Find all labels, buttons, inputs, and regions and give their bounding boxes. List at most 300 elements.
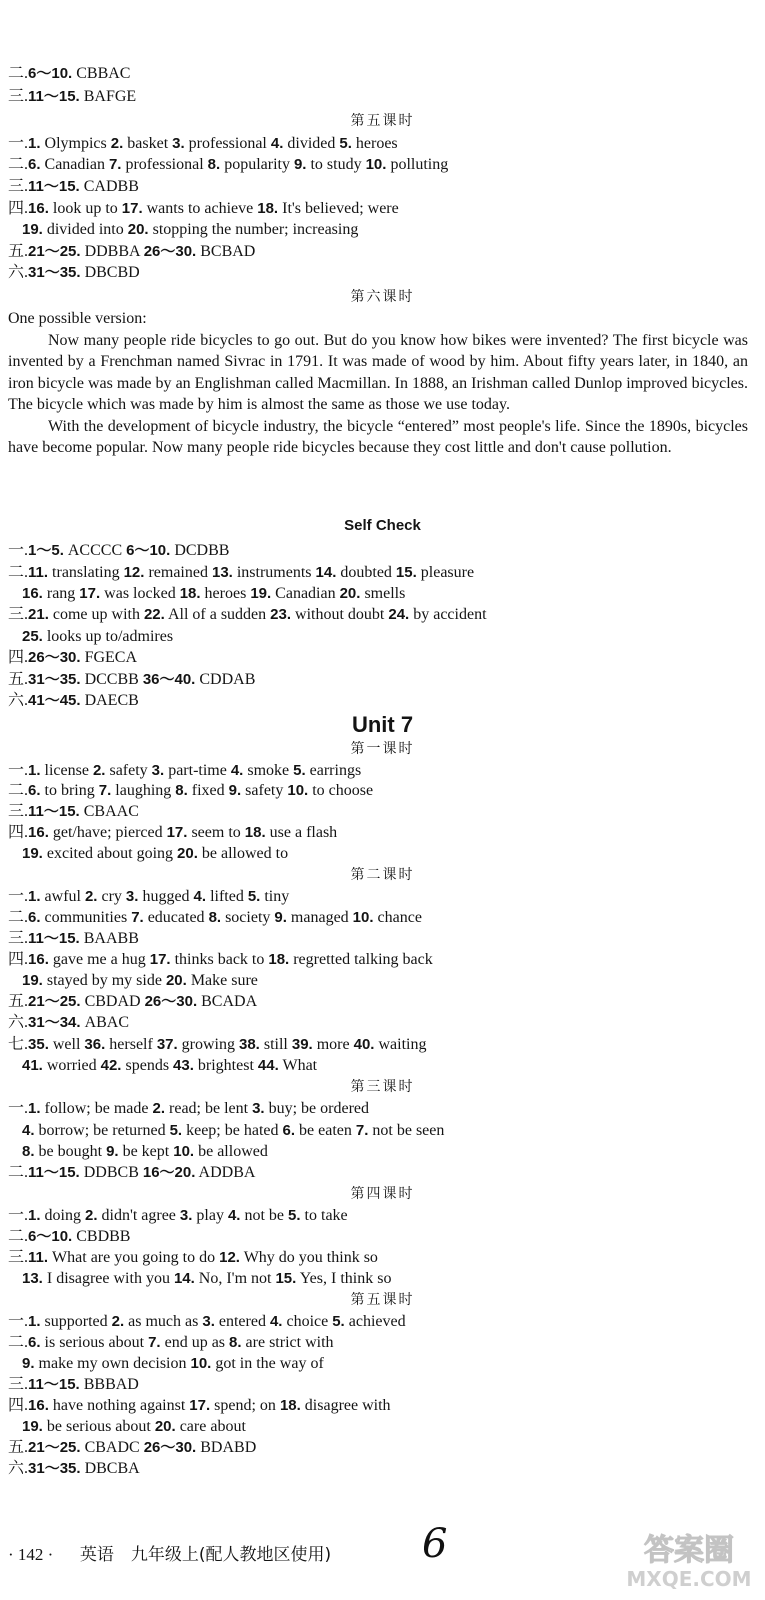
- question-number: 5.: [288, 1207, 301, 1224]
- section-number: 一.: [8, 1313, 29, 1330]
- answer-text: disagree with: [300, 1397, 391, 1414]
- question-number: 11～15.: [28, 1376, 80, 1393]
- answer-line: [8, 1438, 747, 1458]
- answer-line: [8, 1099, 747, 1119]
- answer-text: brightest: [193, 1057, 258, 1074]
- answer-text: Canadian: [271, 585, 340, 602]
- question-number: 11～15.: [28, 930, 80, 947]
- answer-line: [8, 1227, 747, 1247]
- answer-text: growing: [177, 1036, 239, 1053]
- answer-text: instruments: [232, 564, 316, 581]
- answer-text: ADDBA: [195, 1164, 256, 1181]
- section-number: 三.: [8, 88, 29, 105]
- answer-text: wants to achieve: [142, 200, 258, 217]
- lesson-heading: [0, 1078, 765, 1098]
- lesson-heading: [0, 112, 765, 132]
- answer-text: by accident: [409, 606, 487, 623]
- answer-line: [8, 1013, 747, 1033]
- lesson-heading: [0, 866, 765, 886]
- answer-text: CBADC: [80, 1439, 144, 1456]
- answer-text: BAFGE: [79, 88, 137, 105]
- section-number: 四.: [8, 1397, 29, 1414]
- question-number: 26～30.: [143, 1439, 197, 1456]
- answer-text: use a flash: [265, 824, 338, 841]
- question-number: 26～30.: [28, 649, 81, 666]
- answer-text: license: [40, 762, 93, 779]
- answer-text: look up to: [48, 200, 122, 217]
- answer-text: BAABB: [79, 930, 139, 947]
- essay-paragraph-1: Now many people ride bicycles to go out. But do you know how bikes were invented? The first bicycle was invented by a Frenchman named Sivrac in 1791. It was made of wood by him. About fifty years later, in 1840, an iron bicycle was made by an Englishman called Macmillan. In 1888, an Irishman called Dunlop improved bicycles. The bicycle which was made by him is almost the same as those we use today.: [8, 332, 748, 414]
- question-number: 39.: [291, 1036, 313, 1053]
- question-number: 18.: [179, 585, 201, 602]
- answer-text: doing: [40, 1207, 85, 1224]
- answer-text: rang: [42, 585, 80, 602]
- answer-line: [22, 844, 747, 864]
- question-number: 20.: [165, 972, 187, 989]
- answer-text: professional: [184, 135, 271, 152]
- unit-heading: [0, 712, 765, 738]
- answer-text: Canadian: [40, 156, 109, 173]
- answer-text: divided: [283, 135, 340, 152]
- question-number: 31～35.: [28, 671, 81, 688]
- question-number: 36.: [84, 1036, 106, 1053]
- question-number: 6.: [282, 1122, 296, 1139]
- lesson-heading: [0, 1291, 765, 1311]
- answer-text: looks up to/admires: [42, 628, 174, 645]
- answer-text: polluting: [386, 156, 449, 173]
- answer-text: heroes: [351, 135, 398, 152]
- answer-text: Olympics: [40, 135, 111, 152]
- answer-text: 第四课时: [350, 1187, 415, 1202]
- answer-line: [8, 87, 747, 107]
- answer-line: [22, 1121, 747, 1141]
- answer-text: BCADA: [197, 993, 258, 1010]
- question-number: 37.: [156, 1036, 178, 1053]
- watermark-text: 答案圈: [644, 1533, 734, 1568]
- answer-line: [8, 823, 747, 843]
- answer-text: got in the way of: [211, 1355, 324, 1372]
- answer-text: hugged: [138, 888, 194, 905]
- question-number: 10.: [365, 156, 387, 173]
- question-number: 16.: [28, 1397, 49, 1414]
- section-number: 六.: [8, 1014, 29, 1031]
- section-number: 一.: [8, 542, 29, 559]
- answer-text: part-time: [164, 762, 231, 779]
- answer-line: [8, 950, 747, 970]
- answer-text: to take: [300, 1207, 348, 1224]
- answer-text: 第二课时: [350, 868, 415, 883]
- question-number: 8.: [229, 1334, 242, 1351]
- answer-line: [22, 971, 747, 991]
- answer-text: 第六课时: [350, 290, 415, 305]
- book-subject: 英语 九年级上(配人教地区使用): [79, 1545, 332, 1565]
- answer-text: Make sure: [186, 972, 258, 989]
- question-number: 4.: [227, 1207, 241, 1224]
- answer-text: waiting: [374, 1036, 427, 1053]
- question-number: 18.: [257, 200, 279, 217]
- answer-text: regretted talking back: [289, 951, 433, 968]
- answer-text: stopping the number; increasing: [148, 221, 359, 238]
- answer-text: awful: [40, 888, 85, 905]
- question-number: 22.: [143, 606, 165, 623]
- answer-text: seem to: [187, 824, 245, 841]
- section-number: 一.: [8, 1207, 29, 1224]
- answer-text: CADBB: [79, 178, 139, 195]
- answer-text: I disagree with you: [42, 1270, 174, 1287]
- question-number: 20.: [154, 1418, 176, 1435]
- question-number: 6.: [28, 782, 41, 799]
- answer-line: [8, 199, 747, 219]
- answer-text: make my own decision: [34, 1355, 191, 1372]
- answer-line: [8, 1206, 747, 1226]
- question-number: 23.: [270, 606, 292, 623]
- answer-text: 第五课时: [350, 1293, 415, 1308]
- question-number: 19.: [22, 972, 43, 989]
- question-number: 1.: [28, 135, 41, 152]
- watermark-logo: [619, 1522, 759, 1592]
- section-number: 三.: [8, 803, 29, 820]
- answer-text: professional: [121, 156, 208, 173]
- question-number: 35.: [28, 1036, 49, 1053]
- answer-line: [8, 761, 747, 781]
- answer-text: ABAC: [80, 1014, 130, 1031]
- answer-line: [8, 670, 747, 690]
- question-number: 5.: [247, 888, 261, 905]
- answer-line: [8, 1163, 747, 1183]
- question-number: 3.: [151, 762, 165, 779]
- question-number: 2.: [84, 1207, 98, 1224]
- question-number: 7.: [148, 1334, 161, 1351]
- answer-text: BDABD: [196, 1439, 257, 1456]
- section-number: 二.: [8, 1164, 29, 1181]
- question-number: 21～25.: [28, 1439, 81, 1456]
- answer-text: supported: [40, 1313, 112, 1330]
- answer-line: [8, 648, 747, 668]
- answer-line: [8, 1333, 747, 1353]
- question-number: 43.: [173, 1057, 194, 1074]
- question-number: 11～15.: [28, 803, 80, 820]
- answer-line: [22, 1417, 747, 1437]
- answer-line: [8, 929, 747, 949]
- answer-text: ACCCC: [63, 542, 127, 559]
- answer-line: [8, 1396, 747, 1416]
- answer-line: [8, 64, 747, 84]
- answer-text: DCCBB: [80, 671, 143, 688]
- question-number: 36～40.: [142, 671, 196, 688]
- question-number: 1.: [28, 1100, 41, 1117]
- answer-text: translating: [48, 564, 124, 581]
- answer-text: DDBBA: [80, 243, 144, 260]
- section-number: 二.: [8, 1228, 29, 1245]
- answer-text: follow; be made: [40, 1100, 153, 1117]
- section-number: 五.: [8, 671, 29, 688]
- section-number: 五.: [8, 1439, 29, 1456]
- answer-text: lifted: [206, 888, 248, 905]
- question-number: 7.: [355, 1122, 369, 1139]
- watermark-domain: MXQE.COM: [626, 1567, 752, 1591]
- answer-text: herself: [105, 1036, 157, 1053]
- answer-line: [22, 1056, 747, 1076]
- answer-text: choice: [282, 1313, 333, 1330]
- answer-text: to bring: [40, 782, 99, 799]
- answer-text: BCBAD: [196, 243, 256, 260]
- answer-text: be allowed: [194, 1143, 268, 1160]
- question-number: 3.: [179, 1207, 193, 1224]
- section-number: 三.: [8, 606, 29, 623]
- answer-text: buy; be ordered: [264, 1100, 370, 1117]
- answer-text: DCDBB: [170, 542, 230, 559]
- question-number: 25.: [22, 628, 43, 645]
- section-number: 一.: [8, 888, 29, 905]
- question-number: 17.: [149, 951, 171, 968]
- question-number: 3.: [125, 888, 139, 905]
- question-number: 19.: [22, 221, 43, 238]
- answer-line: [22, 220, 747, 240]
- answer-text: tiny: [260, 888, 290, 905]
- question-number: 6～10.: [28, 1228, 73, 1245]
- question-number: 1～5.: [28, 542, 64, 559]
- section-number: 三.: [8, 1376, 29, 1393]
- answer-line: [8, 605, 747, 625]
- question-number: 17.: [166, 824, 188, 841]
- self-check-heading: [0, 516, 765, 536]
- answer-text: read; be lent: [165, 1100, 253, 1117]
- question-number: 41～45.: [28, 692, 81, 709]
- answer-text: divided into: [42, 221, 128, 238]
- question-number: 16.: [22, 585, 43, 602]
- answer-text: was locked: [100, 585, 180, 602]
- question-number: 19.: [22, 845, 43, 862]
- answer-text: to choose: [308, 782, 374, 799]
- answer-line: [8, 992, 747, 1012]
- answer-text: fixed: [187, 782, 229, 799]
- answer-text: CBAAC: [79, 803, 139, 820]
- answer-text: more: [312, 1036, 354, 1053]
- section-number: 二.: [8, 156, 29, 173]
- question-number: 10.: [287, 782, 309, 799]
- essay-paragraph-2: With the development of bicycle industry, the bicycle “entered” most people's life. Since the 1890s, bicycles have become popular. Now many people ride bicycles because they cost little and don't cause pollution.: [8, 417, 748, 457]
- answer-text: achieved: [344, 1313, 406, 1330]
- question-number: 19.: [22, 1418, 43, 1435]
- question-number: 20.: [127, 221, 149, 238]
- answer-line: [8, 887, 747, 907]
- answer-text: as much as: [124, 1313, 203, 1330]
- question-number: 31～35.: [28, 1460, 81, 1477]
- answer-line: [8, 1459, 747, 1479]
- question-number: 5.: [293, 762, 306, 779]
- answer-line: [8, 263, 747, 283]
- question-number: 6.: [28, 1334, 41, 1351]
- answer-text: safety: [105, 762, 152, 779]
- answer-line: [22, 584, 747, 604]
- section-number: 四.: [8, 824, 29, 841]
- essay-passage: [8, 330, 748, 458]
- question-number: 20.: [339, 585, 361, 602]
- question-number: 4.: [193, 888, 207, 905]
- answer-text: DAECB: [80, 692, 139, 709]
- answer-text: spends: [121, 1057, 174, 1074]
- question-number: 8.: [175, 782, 188, 799]
- question-number: 16.: [28, 200, 49, 217]
- question-number: 3.: [252, 1100, 265, 1117]
- answer-text: well: [48, 1036, 85, 1053]
- section-number: 七.: [8, 1036, 29, 1053]
- question-number: 5.: [339, 135, 352, 152]
- answer-text: spend; on: [210, 1397, 280, 1414]
- question-number: 40.: [353, 1036, 375, 1053]
- answer-text: CBDBB: [72, 1228, 131, 1245]
- question-number: 10.: [190, 1355, 212, 1372]
- answer-text: have nothing against: [48, 1397, 190, 1414]
- section-number: 二.: [8, 1334, 29, 1351]
- question-number: 8.: [22, 1143, 35, 1160]
- answer-line: [8, 541, 747, 561]
- question-number: 11～15.: [28, 1164, 80, 1181]
- question-number: 17.: [189, 1397, 211, 1414]
- question-number: 26～30.: [144, 993, 198, 1010]
- answer-text: come up with: [48, 606, 144, 623]
- answer-text: is serious about: [40, 1334, 149, 1351]
- question-number: 9.: [106, 1143, 119, 1160]
- answer-text: play: [192, 1207, 228, 1224]
- answer-text: excited about going: [42, 845, 178, 862]
- question-number: 20.: [177, 845, 198, 862]
- section-number: 三.: [8, 1249, 29, 1266]
- answer-text: CDDAB: [195, 671, 256, 688]
- answer-line: [22, 627, 747, 647]
- answer-text: still: [259, 1036, 292, 1053]
- answer-line: [22, 1269, 747, 1289]
- section-number: 四.: [8, 649, 29, 666]
- answer-text: chance: [373, 909, 422, 926]
- answer-line: [8, 1035, 747, 1055]
- answer-text: basket: [123, 135, 173, 152]
- answer-text: not be: [240, 1207, 289, 1224]
- question-number: 12.: [219, 1249, 240, 1266]
- question-number: 4.: [230, 762, 244, 779]
- question-number: 18.: [244, 824, 266, 841]
- section-number: 六.: [8, 264, 29, 281]
- question-number: 1.: [28, 1313, 41, 1330]
- answer-text: What are you going to do: [48, 1249, 220, 1266]
- question-number: 6～10.: [126, 542, 171, 559]
- question-number: 13.: [211, 564, 233, 581]
- question-number: 26～30.: [143, 243, 197, 260]
- answer-line: [8, 242, 747, 262]
- answer-text: without doubt: [291, 606, 389, 623]
- answer-text: managed: [286, 909, 353, 926]
- answer-text: DDBCB: [79, 1164, 143, 1181]
- section-number: 一.: [8, 762, 29, 779]
- question-number: 9.: [274, 909, 287, 926]
- answer-text: remained: [144, 564, 212, 581]
- answer-line: [8, 1312, 747, 1332]
- question-number: 15.: [395, 564, 417, 581]
- answer-text: worried: [42, 1057, 101, 1074]
- answer-text: are strict with: [241, 1334, 334, 1351]
- answer-text: DBCBA: [80, 1460, 140, 1477]
- answer-text: be eaten: [295, 1122, 356, 1139]
- answer-text: 第五课时: [350, 114, 415, 129]
- question-number: 18.: [268, 951, 290, 968]
- question-number: 2.: [84, 888, 98, 905]
- question-number: 9.: [293, 156, 307, 173]
- question-number: 6.: [28, 156, 41, 173]
- answer-text: earrings: [305, 762, 362, 779]
- question-number: 18.: [279, 1397, 301, 1414]
- section-number: 五.: [8, 993, 29, 1010]
- answer-line: [8, 177, 747, 197]
- answer-text: get/have; pierced: [48, 824, 167, 841]
- question-number: 2.: [111, 1313, 125, 1330]
- answer-text: popularity: [220, 156, 294, 173]
- answer-line: [8, 1375, 747, 1395]
- question-number: 31～34.: [28, 1014, 81, 1031]
- question-number: 41.: [22, 1057, 43, 1074]
- answer-text: educated: [143, 909, 209, 926]
- answer-text: Self Check: [344, 517, 421, 534]
- question-number: 21.: [28, 606, 49, 623]
- answer-text: not be seen: [368, 1122, 445, 1139]
- question-number: 9.: [228, 782, 242, 799]
- question-number: 8.: [208, 909, 222, 926]
- question-number: 42.: [100, 1057, 122, 1074]
- answer-text: smells: [360, 585, 406, 602]
- question-number: 7.: [131, 909, 144, 926]
- question-number: 31～35.: [28, 264, 81, 281]
- answer-line: [8, 908, 747, 928]
- question-number: 21～25.: [28, 993, 81, 1010]
- answer-text: laughing: [111, 782, 176, 799]
- question-number: 11.: [28, 1249, 49, 1266]
- question-number: 13.: [22, 1270, 43, 1287]
- question-number: 5.: [332, 1313, 345, 1330]
- answer-text: be bought: [34, 1143, 107, 1160]
- question-number: 15.: [275, 1270, 297, 1287]
- answer-text: care about: [175, 1418, 246, 1435]
- question-number: 4.: [269, 1313, 283, 1330]
- answer-text: safety: [241, 782, 288, 799]
- question-number: 14.: [315, 564, 337, 581]
- question-number: 16～20.: [142, 1164, 196, 1181]
- question-number: 19.: [250, 585, 272, 602]
- answer-text: Unit 7: [351, 712, 414, 737]
- question-number: 2.: [92, 762, 106, 779]
- section-number: 五.: [8, 243, 29, 260]
- section-number: 三.: [8, 930, 29, 947]
- answer-text: CBDAD: [80, 993, 145, 1010]
- answer-line: [8, 691, 747, 711]
- question-number: 12.: [123, 564, 145, 581]
- handwritten-page-mark: 6: [422, 1521, 448, 1567]
- answer-text: It's believed; were: [278, 200, 399, 217]
- question-number: 16.: [28, 824, 49, 841]
- question-number: 2.: [152, 1100, 166, 1117]
- answer-text: entered: [214, 1313, 270, 1330]
- question-number: 17.: [121, 200, 143, 217]
- question-number: 38.: [239, 1036, 260, 1053]
- answer-text: be allowed to: [197, 845, 289, 862]
- answer-text: CBBAC: [72, 65, 131, 82]
- answer-text: to study: [306, 156, 366, 173]
- question-number: 24.: [388, 606, 410, 623]
- page-number: · 142 ·: [8, 1545, 54, 1564]
- question-number: 2.: [110, 135, 124, 152]
- question-number: 10.: [352, 909, 374, 926]
- answer-text: One possible version:: [8, 310, 147, 327]
- section-number: 二.: [8, 65, 29, 82]
- answer-text: Yes, I think so: [296, 1270, 392, 1287]
